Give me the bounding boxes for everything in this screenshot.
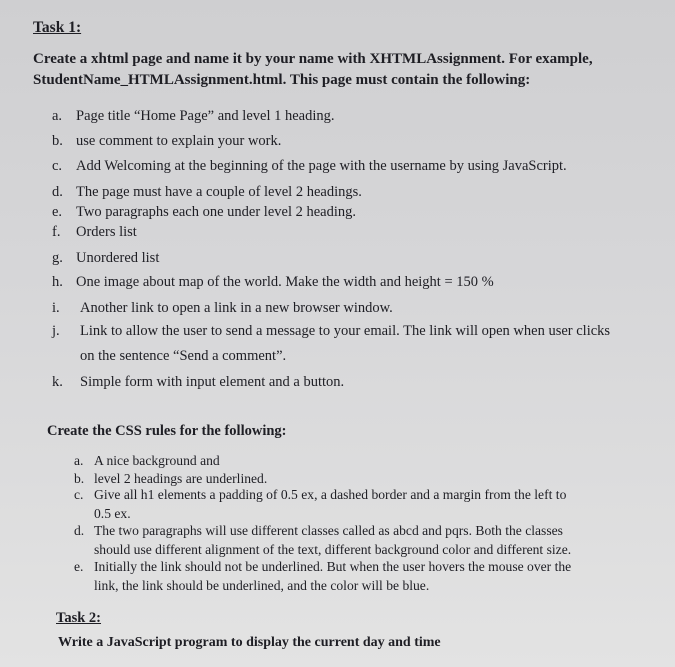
item-text: Another link to open a link in a new browser window. — [80, 300, 393, 316]
task1-intro-line1: Create a xhtml page and name it by your name with XHTMLAssignment. For example, — [33, 51, 593, 67]
task2-title: Task 2: — [56, 610, 102, 626]
item-text-continued: 0.5 ex. — [94, 506, 131, 521]
css-section-title: Create the CSS rules for the following: — [47, 423, 287, 439]
item-text: level 2 headings are underlined. — [94, 471, 268, 486]
item-marker: f. — [52, 224, 61, 240]
item-text: Page title “Home Page” and level 1 heading. — [76, 108, 335, 124]
item-marker: i. — [52, 300, 60, 316]
item-text: The page must have a couple of level 2 headings. — [76, 184, 362, 200]
item-marker: h. — [52, 274, 63, 290]
item-text-continued: should use different alignment of the text, different background color and different size. — [94, 542, 572, 557]
item-text: Give all h1 elements a padding of 0.5 ex, a dashed border and a margin from the left to — [94, 487, 567, 502]
item-marker: e. — [52, 204, 63, 220]
item-text: Two paragraphs each one under level 2 heading. — [76, 204, 357, 220]
item-marker: d. — [52, 184, 63, 200]
item-text-continued: link, the link should be underlined, and the color will be blue. — [94, 578, 430, 593]
item-marker: k. — [52, 374, 63, 390]
task1-title: Task 1: — [33, 19, 82, 36]
item-text: The two paragraphs will use different classes called as abcd and pqrs. Both the classes — [94, 523, 563, 538]
item-marker: c. — [52, 158, 63, 174]
item-marker: c. — [74, 487, 84, 502]
item-text: Orders list — [76, 224, 137, 240]
item-text: A nice background and — [94, 453, 220, 468]
item-marker: g. — [52, 250, 63, 266]
item-marker: j. — [52, 323, 60, 339]
item-marker: a. — [52, 108, 63, 124]
item-marker: b. — [52, 133, 63, 149]
item-text: Initially the link should not be underlined. But when the user hovers the mouse over the — [94, 559, 572, 574]
task2-text: Write a JavaScript program to display the current day and time — [58, 635, 441, 650]
item-text: Unordered list — [76, 250, 160, 266]
item-marker: a. — [74, 453, 84, 468]
item-text-continued: on the sentence “Send a comment”. — [80, 348, 287, 364]
item-text: Add Welcoming at the beginning of the page with the username by using JavaScript. — [76, 158, 567, 174]
item-marker: b. — [74, 471, 85, 486]
item-marker: e. — [74, 559, 84, 574]
item-text: Simple form with input element and a button. — [80, 374, 345, 390]
item-text: use comment to explain your work. — [76, 133, 282, 149]
item-text: Link to allow the user to send a message to your email. The link will open when user clicks — [80, 323, 611, 339]
item-text: One image about map of the world. Make the width and height = 150 % — [76, 274, 494, 290]
task1-intro-line2: StudentName_HTMLAssignment.html. This page must contain the following: — [33, 72, 531, 88]
item-marker: d. — [74, 523, 85, 538]
